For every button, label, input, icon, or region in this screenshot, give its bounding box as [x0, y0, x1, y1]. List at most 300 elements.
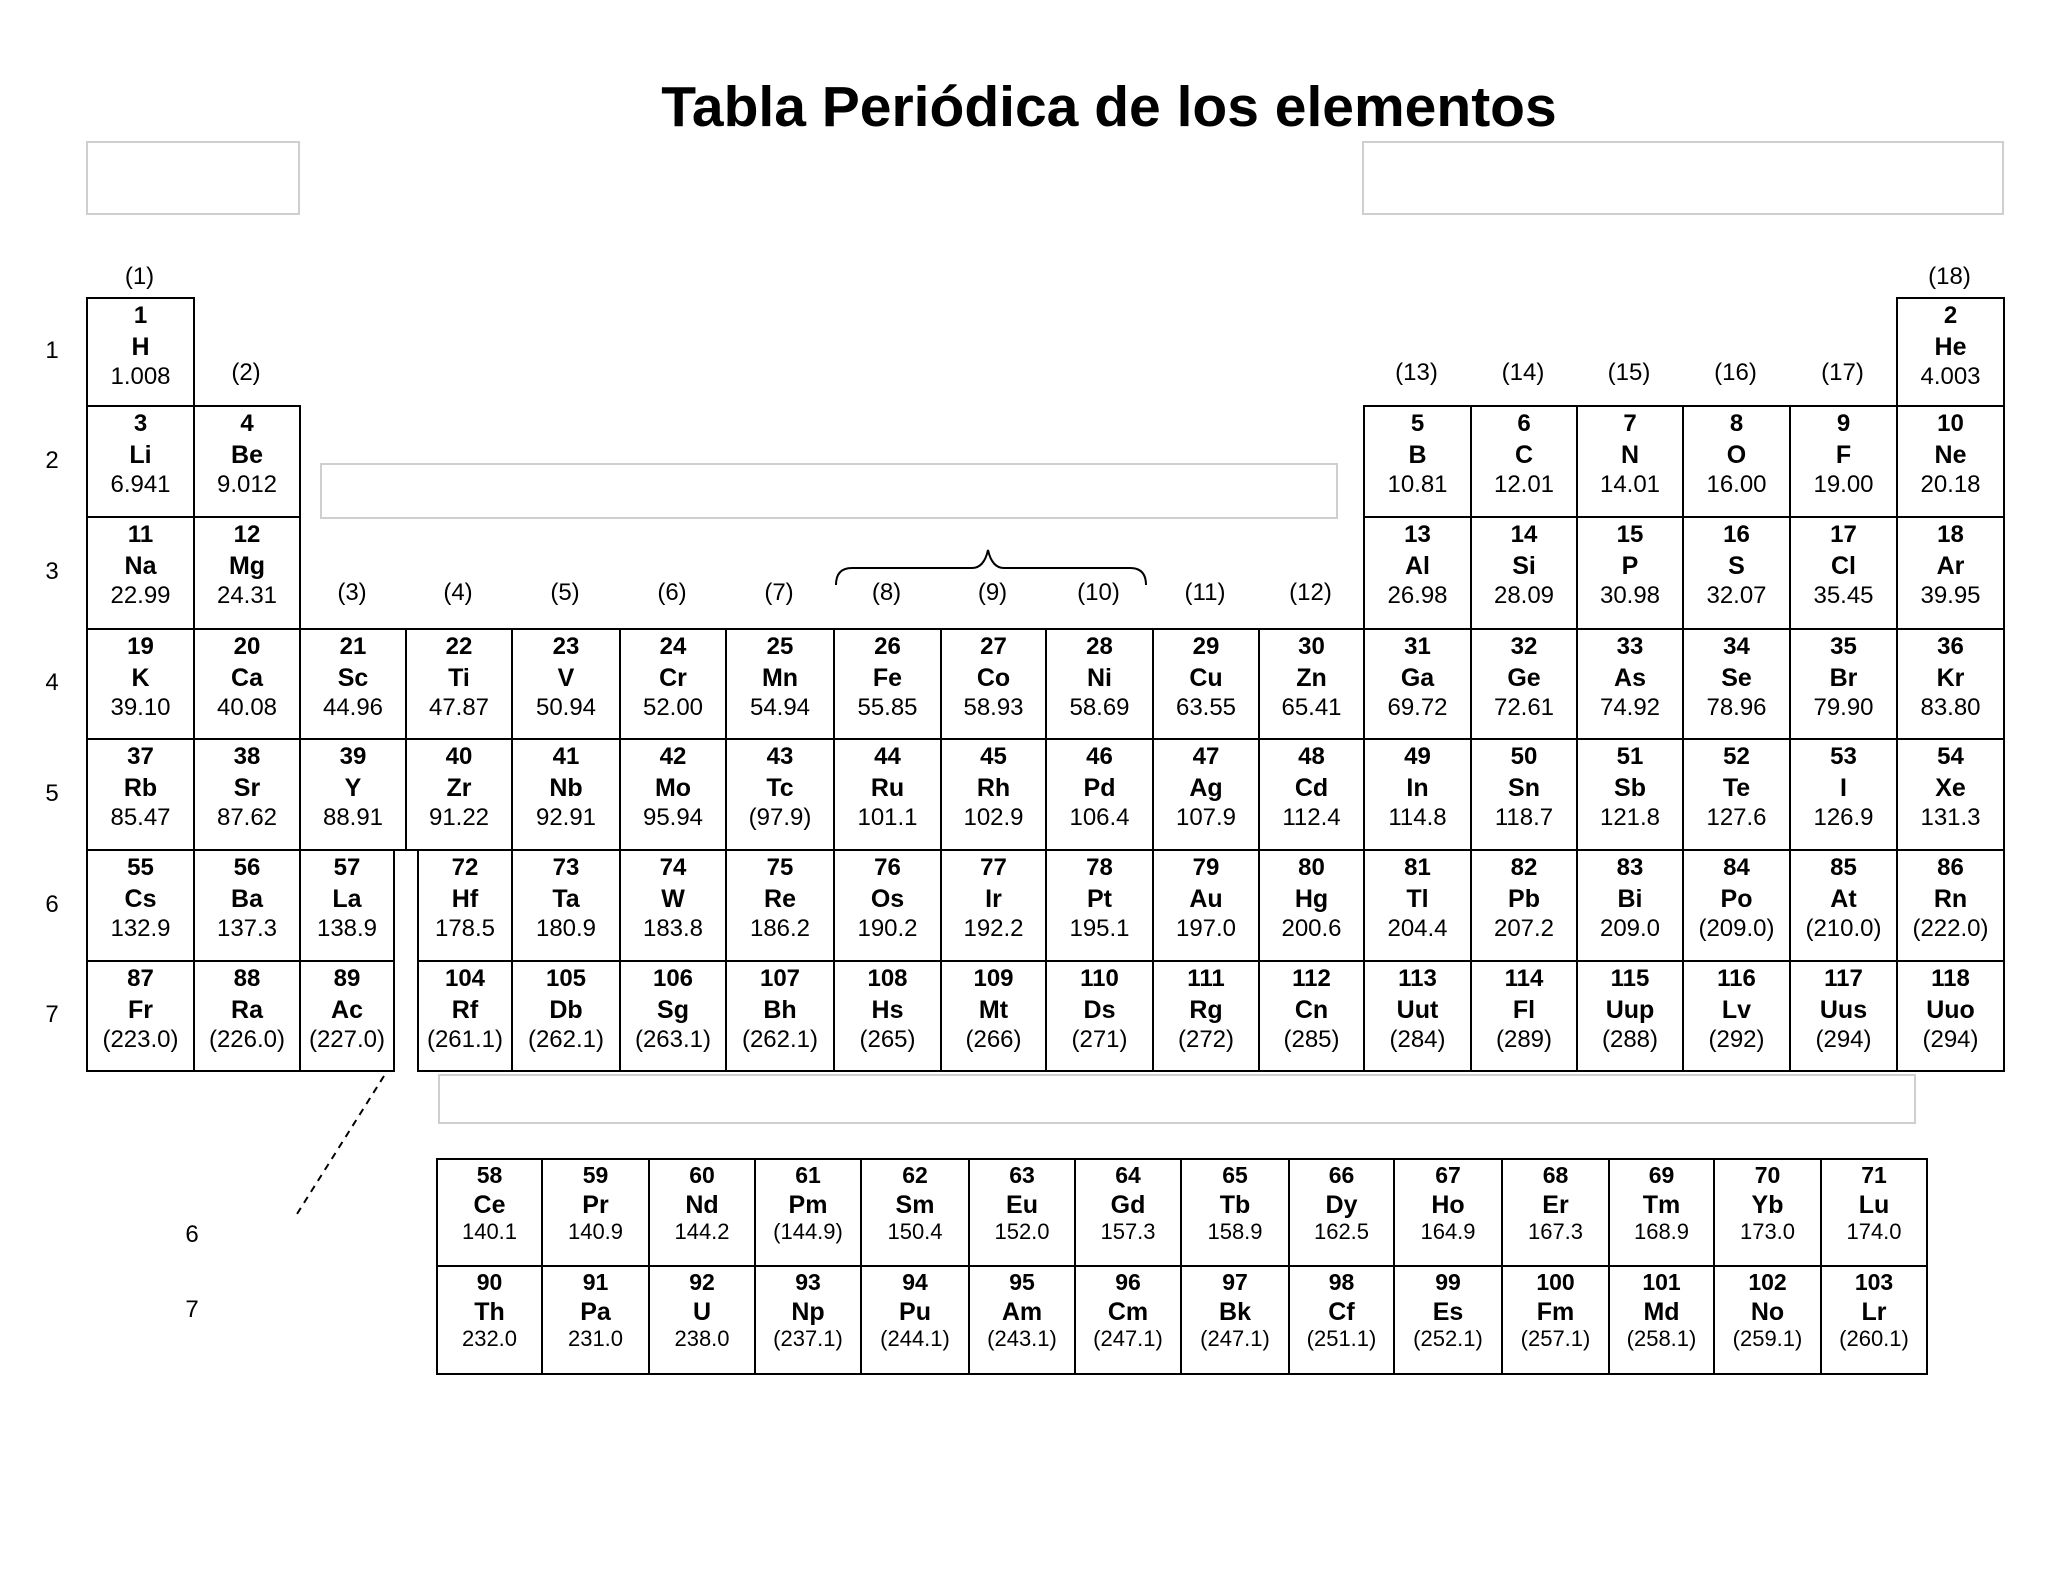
element-symbol: Tb — [1219, 1191, 1251, 1219]
atomic-number: 96 — [1115, 1269, 1141, 1295]
element-symbol: Ge — [1507, 664, 1541, 692]
atomic-number: 112 — [1292, 965, 1331, 992]
element-symbol: Gd — [1110, 1191, 1146, 1219]
atomic-number: 20 — [233, 633, 261, 660]
atomic-number: 41 — [552, 743, 580, 770]
atomic-mass: 231.0 — [567, 1326, 624, 1351]
atomic-number: 12 — [233, 521, 261, 548]
element-cell — [299, 960, 395, 1072]
group-label: (6) — [657, 579, 687, 606]
element-cell — [1682, 405, 1791, 518]
element-symbol: Md — [1643, 1298, 1680, 1326]
atomic-mass: 209.0 — [1599, 915, 1661, 942]
element-cell — [1896, 849, 2005, 962]
atomic-number: 26 — [874, 633, 901, 660]
element-symbol: Pd — [1083, 774, 1116, 802]
atomic-mass: 72.61 — [1493, 694, 1555, 721]
element-cell — [193, 516, 301, 630]
atomic-mass: 91.22 — [428, 804, 490, 831]
element-symbol: W — [661, 885, 685, 913]
element-cell — [968, 1158, 1076, 1267]
atomic-mass: 200.6 — [1281, 915, 1342, 942]
group-label: (9) — [977, 579, 1008, 606]
atomic-mass: 126.9 — [1813, 804, 1874, 831]
element-cell — [405, 628, 513, 740]
element-symbol: Ru — [870, 774, 905, 802]
atomic-number: 43 — [766, 743, 794, 770]
element-cell — [86, 628, 195, 740]
atomic-mass: (266) — [965, 1026, 1022, 1053]
element-cell — [86, 849, 195, 962]
atomic-mass: 50.94 — [535, 694, 597, 721]
atomic-number: 37 — [127, 743, 154, 770]
element-cell — [511, 960, 621, 1072]
element-symbol: Sm — [895, 1191, 935, 1219]
atomic-number: 86 — [1937, 854, 1964, 881]
element-symbol: Cd — [1294, 774, 1329, 802]
element-cell — [86, 405, 195, 518]
atomic-number: 101 — [1642, 1269, 1681, 1295]
f-block-period-label: 6 — [185, 1221, 199, 1248]
atomic-number: 75 — [766, 854, 794, 881]
element-cell — [1470, 628, 1578, 740]
atomic-number: 62 — [902, 1162, 928, 1188]
group-label: (8) — [871, 579, 902, 606]
atomic-mass: 207.2 — [1493, 915, 1555, 942]
element-cell — [940, 738, 1047, 851]
element-symbol: Cr — [659, 664, 687, 692]
atomic-number: 110 — [1080, 965, 1119, 992]
atomic-mass: 19.00 — [1813, 471, 1874, 498]
element-cell — [725, 738, 835, 851]
atomic-mass: 63.55 — [1175, 694, 1237, 721]
atomic-mass: (263.1) — [634, 1026, 712, 1053]
atomic-number: 1 — [133, 302, 148, 329]
atomic-number: 47 — [1192, 743, 1220, 770]
group-label: (17) — [1821, 359, 1864, 386]
atomic-mass: 1.008 — [110, 363, 171, 390]
element-cell — [193, 738, 301, 851]
atomic-mass: 39.95 — [1920, 582, 1981, 609]
atomic-number: 76 — [874, 854, 901, 881]
element-symbol: Rb — [123, 774, 158, 802]
atomic-mass: 24.31 — [216, 582, 278, 609]
element-cell — [1180, 1265, 1290, 1375]
element-symbol: Bk — [1219, 1298, 1251, 1326]
element-cell — [1789, 405, 1898, 518]
period-label: 2 — [45, 446, 59, 474]
atomic-mass: (284) — [1389, 1026, 1446, 1053]
atomic-mass: 6.941 — [110, 471, 171, 498]
element-symbol: Rn — [1933, 885, 1968, 913]
atomic-number: 30 — [1298, 633, 1325, 660]
atomic-mass: 58.69 — [1069, 694, 1130, 721]
atomic-mass: 164.9 — [1420, 1219, 1476, 1244]
element-cell — [1682, 628, 1791, 740]
element-symbol: Sg — [657, 996, 689, 1024]
atomic-mass: 197.0 — [1175, 915, 1237, 942]
element-symbol: Zr — [446, 774, 472, 802]
element-cell — [1258, 628, 1365, 740]
atomic-mass: (223.0) — [102, 1026, 179, 1053]
element-symbol: Ga — [1400, 664, 1435, 692]
atomic-number: 87 — [127, 965, 154, 992]
atomic-mass: 54.94 — [749, 694, 811, 721]
atomic-mass: 92.91 — [535, 804, 597, 831]
element-cell — [725, 960, 835, 1072]
atomic-mass: 183.8 — [642, 915, 704, 942]
atomic-mass: (271) — [1071, 1026, 1128, 1053]
atomic-mass: 44.96 — [322, 694, 384, 721]
element-symbol: He — [1934, 333, 1967, 361]
element-cell — [1682, 849, 1791, 962]
element-symbol: Th — [474, 1298, 505, 1326]
group-label: (16) — [1714, 359, 1757, 386]
atomic-number: 73 — [552, 854, 580, 881]
atomic-number: 97 — [1222, 1269, 1248, 1295]
element-cell — [833, 849, 942, 962]
atomic-mass: (257.1) — [1520, 1326, 1591, 1351]
atomic-mass: (261.1) — [426, 1026, 504, 1053]
element-cell — [833, 960, 942, 1072]
element-symbol: Uuo — [1926, 996, 1975, 1024]
element-symbol: Al — [1405, 552, 1430, 580]
atomic-number: 24 — [659, 633, 687, 660]
element-symbol: Fr — [128, 996, 153, 1024]
element-symbol: Au — [1189, 885, 1223, 913]
period-label: 1 — [45, 337, 59, 364]
atomic-mass: (222.0) — [1912, 915, 1989, 942]
atomic-mass: (97.9) — [748, 804, 812, 831]
atomic-number: 27 — [980, 633, 1007, 660]
atomic-mass: 144.2 — [674, 1219, 730, 1244]
element-cell — [754, 1265, 862, 1375]
element-symbol: Ac — [331, 996, 363, 1024]
atomic-number: 31 — [1404, 633, 1431, 660]
element-symbol: B — [1408, 441, 1427, 469]
element-cell — [1576, 628, 1684, 740]
element-cell — [1789, 516, 1898, 630]
atomic-number: 111 — [1187, 965, 1225, 992]
element-symbol: Bh — [763, 996, 797, 1024]
element-symbol: At — [1830, 885, 1857, 913]
atomic-number: 88 — [233, 965, 261, 992]
atomic-number: 5 — [1410, 410, 1425, 437]
atomic-number: 81 — [1404, 854, 1431, 881]
atomic-number: 33 — [1616, 633, 1644, 660]
atomic-number: 99 — [1435, 1269, 1461, 1295]
atomic-number: 8 — [1729, 410, 1744, 437]
atomic-number: 11 — [127, 521, 154, 548]
element-cell — [511, 849, 621, 962]
atomic-mass: (244.1) — [880, 1326, 950, 1351]
atomic-mass: 127.6 — [1706, 804, 1767, 831]
atomic-number: 19 — [127, 633, 154, 660]
period-label: 4 — [45, 669, 59, 696]
atomic-mass: 14.01 — [1599, 471, 1661, 498]
atomic-number: 50 — [1510, 743, 1538, 770]
atomic-number: 105 — [545, 965, 587, 992]
element-cell — [417, 849, 513, 962]
atomic-number: 60 — [689, 1162, 715, 1188]
atomic-number: 38 — [233, 743, 261, 770]
element-cell — [619, 738, 727, 851]
atomic-number: 54 — [1937, 743, 1964, 770]
atomic-mass: (210.0) — [1805, 915, 1882, 942]
atomic-mass: (289) — [1495, 1026, 1553, 1053]
element-symbol: Bi — [1617, 885, 1643, 913]
atomic-mass: 55.85 — [857, 694, 918, 721]
element-symbol: Dy — [1325, 1191, 1358, 1219]
group-label: (1) — [124, 263, 155, 290]
element-symbol: Ni — [1087, 664, 1112, 692]
element-symbol: Tc — [766, 774, 794, 802]
atomic-number: 100 — [1536, 1269, 1575, 1295]
element-symbol: Tm — [1642, 1191, 1681, 1219]
element-cell — [1393, 1158, 1503, 1267]
element-cell — [1152, 849, 1260, 962]
atomic-mass: 10.81 — [1387, 471, 1448, 498]
atomic-number: 40 — [445, 743, 473, 770]
atomic-number: 3 — [133, 410, 148, 437]
dashed-pointer-line — [297, 1076, 384, 1214]
element-symbol: H — [131, 333, 150, 361]
element-cell — [1789, 628, 1898, 740]
element-cell — [619, 628, 727, 740]
element-cell — [1180, 1158, 1290, 1267]
atomic-number: 103 — [1854, 1269, 1894, 1295]
atomic-number: 84 — [1723, 854, 1750, 881]
atomic-mass: (247.1) — [1093, 1326, 1163, 1351]
element-symbol: La — [332, 885, 362, 913]
element-cell — [86, 960, 195, 1072]
f-block-period-label: 7 — [185, 1296, 199, 1323]
element-cell — [833, 628, 942, 740]
atomic-number: 89 — [333, 965, 361, 992]
element-cell — [1363, 738, 1472, 851]
element-symbol: Rf — [451, 996, 479, 1024]
group-label: (11) — [1184, 579, 1226, 606]
element-cell — [968, 1265, 1076, 1375]
group-label: (13) — [1395, 359, 1438, 386]
atomic-mass: (292) — [1708, 1026, 1765, 1053]
atomic-mass: (258.1) — [1626, 1326, 1697, 1351]
atomic-number: 64 — [1115, 1162, 1141, 1188]
atomic-mass: (251.1) — [1306, 1326, 1377, 1351]
element-symbol: Cu — [1189, 664, 1223, 692]
element-cell — [405, 738, 513, 851]
element-cell — [1501, 1265, 1610, 1375]
atomic-number: 65 — [1222, 1162, 1248, 1188]
element-cell — [1258, 738, 1365, 851]
element-cell — [1501, 1158, 1610, 1267]
atomic-number: 91 — [582, 1269, 609, 1295]
atomic-mass: (209.0) — [1698, 915, 1775, 942]
group-label: (14) — [1501, 359, 1545, 386]
atomic-number: 44 — [874, 743, 901, 770]
element-symbol: Cl — [1831, 552, 1856, 580]
element-symbol: No — [1750, 1298, 1785, 1326]
element-cell — [1393, 1265, 1503, 1375]
element-symbol: Li — [129, 441, 152, 469]
element-symbol: Co — [976, 664, 1011, 692]
element-cell — [299, 849, 395, 962]
atomic-mass: 167.3 — [1527, 1219, 1584, 1244]
atomic-number: 32 — [1510, 633, 1538, 660]
element-cell — [1045, 849, 1154, 962]
atomic-mass: 58.93 — [963, 694, 1024, 721]
element-cell — [940, 628, 1047, 740]
element-symbol: In — [1406, 774, 1429, 802]
element-symbol: Ta — [552, 885, 580, 913]
element-cell — [1789, 960, 1898, 1072]
element-symbol: Mg — [228, 552, 266, 580]
atomic-number: 9 — [1836, 410, 1851, 437]
element-cell — [1470, 960, 1578, 1072]
element-symbol: V — [557, 664, 575, 692]
atomic-number: 59 — [582, 1162, 609, 1188]
atomic-mass: 138.9 — [316, 915, 378, 942]
group-label: (5) — [550, 579, 580, 606]
atomic-number: 104 — [444, 965, 486, 992]
atomic-mass: 47.87 — [428, 694, 490, 721]
atomic-number: 80 — [1298, 854, 1325, 881]
element-cell — [1363, 628, 1472, 740]
element-symbol: Zn — [1296, 664, 1327, 692]
element-symbol: Ds — [1083, 996, 1116, 1024]
element-cell — [1608, 1265, 1715, 1375]
atomic-mass: 180.9 — [535, 915, 597, 942]
element-cell — [1789, 738, 1898, 851]
atomic-mass: 26.98 — [1387, 582, 1448, 609]
element-cell — [619, 960, 727, 1072]
atomic-number: 22 — [445, 633, 473, 660]
atomic-number: 6 — [1517, 410, 1531, 437]
element-symbol: Uus — [1819, 996, 1868, 1024]
atomic-mass: (144.9) — [773, 1219, 843, 1244]
element-cell — [86, 297, 195, 407]
atomic-number: 106 — [652, 965, 694, 992]
period-label: 6 — [45, 890, 59, 918]
element-symbol: U — [692, 1298, 712, 1326]
element-symbol: Sr — [233, 774, 261, 802]
atomic-mass: (294) — [1815, 1026, 1872, 1053]
atomic-number: 102 — [1748, 1269, 1787, 1295]
atomic-mass: 168.9 — [1633, 1219, 1690, 1244]
element-cell — [1152, 628, 1260, 740]
element-symbol: Db — [549, 996, 583, 1024]
element-cell — [940, 849, 1047, 962]
atomic-number: 118 — [1931, 965, 1970, 992]
atomic-mass: 132.9 — [110, 915, 171, 942]
element-cell — [1363, 960, 1472, 1072]
atomic-number: 17 — [1830, 521, 1857, 548]
atomic-number: 108 — [867, 965, 908, 992]
atomic-number: 69 — [1648, 1162, 1675, 1188]
element-symbol: Ce — [473, 1191, 506, 1219]
element-symbol: Ho — [1431, 1191, 1465, 1219]
atomic-number: 72 — [451, 854, 479, 881]
element-symbol: Mo — [654, 774, 692, 802]
atomic-number: 114 — [1504, 965, 1544, 992]
atomic-number: 116 — [1717, 965, 1756, 992]
atomic-mass: (243.1) — [987, 1326, 1057, 1351]
element-cell — [1820, 1265, 1928, 1375]
element-cell — [1713, 1158, 1822, 1267]
atomic-mass: 106.4 — [1069, 804, 1130, 831]
atomic-number: 2 — [1943, 302, 1958, 329]
atomic-mass: (247.1) — [1200, 1326, 1270, 1351]
atomic-number: 113 — [1398, 965, 1437, 992]
atomic-number: 36 — [1937, 633, 1964, 660]
element-cell — [299, 628, 407, 740]
element-cell — [1045, 628, 1154, 740]
element-cell — [1896, 297, 2005, 407]
element-symbol: Ra — [231, 996, 263, 1024]
element-cell — [725, 849, 835, 962]
atomic-mass: 39.10 — [110, 694, 171, 721]
atomic-mass: 101.1 — [857, 804, 918, 831]
atomic-number: 53 — [1830, 743, 1857, 770]
atomic-number: 46 — [1086, 743, 1113, 770]
element-cell — [619, 849, 727, 962]
atomic-mass: (237.1) — [773, 1326, 843, 1351]
atomic-number: 63 — [1009, 1162, 1035, 1188]
element-cell — [417, 960, 513, 1072]
atomic-number: 15 — [1616, 521, 1644, 548]
element-cell — [1820, 1158, 1928, 1267]
atomic-number: 55 — [127, 854, 154, 881]
element-symbol: Ne — [1934, 441, 1967, 469]
element-cell — [833, 738, 942, 851]
atomic-mass: 121.8 — [1599, 804, 1661, 831]
element-cell — [1789, 849, 1898, 962]
atomic-number: 77 — [980, 854, 1007, 881]
atomic-number: 98 — [1328, 1269, 1355, 1295]
period-label: 3 — [45, 558, 59, 585]
atomic-mass: 118.7 — [1494, 804, 1554, 831]
atomic-mass: 137.3 — [216, 915, 278, 942]
element-cell — [860, 1265, 970, 1375]
element-symbol: P — [1621, 552, 1639, 580]
atomic-number: 115 — [1610, 965, 1650, 992]
atomic-number: 79 — [1192, 854, 1220, 881]
group-label: (4) — [443, 579, 473, 606]
element-cell — [511, 628, 621, 740]
element-symbol: C — [1514, 441, 1534, 469]
element-symbol: Nb — [549, 774, 583, 802]
atomic-number: 109 — [973, 965, 1014, 992]
element-symbol: Lu — [1858, 1191, 1890, 1219]
atomic-number: 71 — [1861, 1162, 1887, 1188]
element-symbol: Xe — [1935, 774, 1966, 802]
element-cell — [1288, 1158, 1395, 1267]
element-cell — [1363, 516, 1472, 630]
element-symbol: O — [1726, 441, 1747, 469]
atomic-mass: 232.0 — [461, 1326, 518, 1351]
atomic-mass: 192.2 — [963, 915, 1024, 942]
element-symbol: Hg — [1294, 885, 1329, 913]
element-symbol: Eu — [1006, 1191, 1038, 1219]
element-cell — [511, 738, 621, 851]
element-symbol: Po — [1720, 885, 1753, 913]
atomic-mass: 12.01 — [1493, 471, 1555, 498]
element-cell — [193, 849, 301, 962]
atomic-mass: 65.41 — [1281, 694, 1342, 721]
atomic-number: 29 — [1192, 633, 1220, 660]
element-symbol: Tl — [1406, 885, 1429, 913]
atomic-mass: (285) — [1283, 1026, 1340, 1053]
